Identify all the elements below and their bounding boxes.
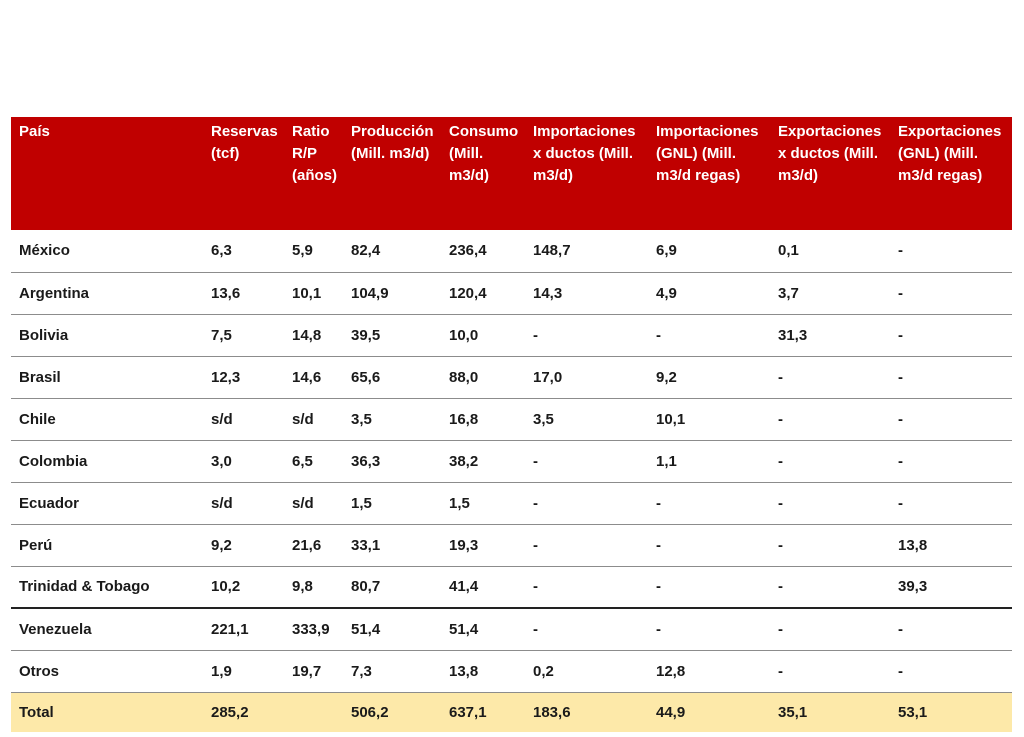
cell-pais: Colombia xyxy=(11,440,203,482)
cell-ratio: 14,6 xyxy=(284,356,343,398)
cell-reservas: 7,5 xyxy=(203,314,284,356)
header-importaciones-ductos xyxy=(525,117,648,230)
cell-produccion: 82,4 xyxy=(343,230,441,272)
cell-reservas: 13,6 xyxy=(203,272,284,314)
cell-importaciones-gnl: - xyxy=(648,314,770,356)
cell-produccion: 104,9 xyxy=(343,272,441,314)
header-exportaciones-ductos xyxy=(770,117,890,230)
cell-produccion: 80,7 xyxy=(343,566,441,608)
cell-importaciones-gnl: 10,1 xyxy=(648,398,770,440)
header-label: Ratio R/P (años) xyxy=(292,123,337,184)
cell-importaciones-gnl: 9,2 xyxy=(648,356,770,398)
cell-importaciones-gnl: 4,9 xyxy=(648,272,770,314)
cell-produccion: 1,5 xyxy=(343,482,441,524)
cell-produccion: 3,5 xyxy=(343,398,441,440)
table-body xyxy=(11,230,1012,732)
cell-exportaciones-gnl: - xyxy=(890,314,1012,356)
cell-exportaciones-gnl: - xyxy=(890,230,1012,272)
header-label: Reservas (tcf) xyxy=(211,123,278,162)
cell-importaciones-ductos: 17,0 xyxy=(525,356,648,398)
cell-importaciones-ductos: 0,2 xyxy=(525,650,648,692)
cell-importaciones-ductos: 148,7 xyxy=(525,230,648,272)
cell-importaciones-gnl: - xyxy=(648,482,770,524)
cell-exportaciones-ductos: - xyxy=(770,482,890,524)
header-label: Importaciones (GNL) (Mill. m3/d regas) xyxy=(656,123,759,184)
cell-consumo: 120,4 xyxy=(441,272,525,314)
table-row xyxy=(11,524,1012,566)
total-ratio xyxy=(284,692,343,732)
cell-exportaciones-gnl: - xyxy=(890,482,1012,524)
header-row xyxy=(11,117,1012,230)
cell-importaciones-ductos: 14,3 xyxy=(525,272,648,314)
cell-importaciones-ductos: - xyxy=(525,314,648,356)
cell-produccion: 36,3 xyxy=(343,440,441,482)
cell-exportaciones-gnl: 39,3 xyxy=(890,566,1012,608)
table-row xyxy=(11,440,1012,482)
total-row xyxy=(11,692,1012,732)
cell-exportaciones-gnl: - xyxy=(890,272,1012,314)
cell-importaciones-ductos: - xyxy=(525,566,648,608)
table-row xyxy=(11,398,1012,440)
cell-produccion: 51,4 xyxy=(343,608,441,650)
cell-exportaciones-ductos: 3,7 xyxy=(770,272,890,314)
cell-exportaciones-ductos: - xyxy=(770,608,890,650)
cell-importaciones-ductos: - xyxy=(525,440,648,482)
cell-exportaciones-gnl: - xyxy=(890,650,1012,692)
cell-consumo: 13,8 xyxy=(441,650,525,692)
cell-pais: Brasil xyxy=(11,356,203,398)
header-ratio xyxy=(284,117,343,230)
gas-statistics-table xyxy=(11,117,1012,732)
cell-ratio: 9,8 xyxy=(284,566,343,608)
cell-pais: Ecuador xyxy=(11,482,203,524)
cell-ratio: 5,9 xyxy=(284,230,343,272)
total-importaciones-ductos: 183,6 xyxy=(525,692,648,732)
total-importaciones-gnl: 44,9 xyxy=(648,692,770,732)
cell-consumo: 88,0 xyxy=(441,356,525,398)
cell-consumo: 38,2 xyxy=(441,440,525,482)
header-label: Consumo (Mill. m3/d) xyxy=(449,123,519,184)
table-row xyxy=(11,230,1012,272)
cell-importaciones-ductos: 3,5 xyxy=(525,398,648,440)
cell-importaciones-gnl: 6,9 xyxy=(648,230,770,272)
cell-pais: Perú xyxy=(11,524,203,566)
header-produccion xyxy=(343,117,441,230)
cell-pais: México xyxy=(11,230,203,272)
cell-importaciones-gnl: - xyxy=(648,524,770,566)
cell-reservas: 3,0 xyxy=(203,440,284,482)
cell-reservas: 1,9 xyxy=(203,650,284,692)
cell-exportaciones-ductos: - xyxy=(770,524,890,566)
header-label: Producción (Mill. m3/d) xyxy=(351,123,434,162)
cell-pais: Trinidad & Tobago xyxy=(11,566,203,608)
table-row xyxy=(11,356,1012,398)
header-importaciones-gnl xyxy=(648,117,770,230)
cell-pais: Otros xyxy=(11,650,203,692)
cell-exportaciones-ductos: - xyxy=(770,650,890,692)
cell-exportaciones-gnl: - xyxy=(890,608,1012,650)
table-row xyxy=(11,650,1012,692)
header-exportaciones-gnl xyxy=(890,117,1012,230)
header-label: País xyxy=(19,123,50,140)
cell-reservas: 9,2 xyxy=(203,524,284,566)
cell-consumo: 19,3 xyxy=(441,524,525,566)
header-consumo xyxy=(441,117,525,230)
cell-reservas: s/d xyxy=(203,398,284,440)
cell-pais: Chile xyxy=(11,398,203,440)
total-exportaciones-gnl: 53,1 xyxy=(890,692,1012,732)
header-reservas xyxy=(203,117,284,230)
cell-importaciones-gnl: 1,1 xyxy=(648,440,770,482)
cell-exportaciones-gnl: - xyxy=(890,356,1012,398)
cell-pais: Bolivia xyxy=(11,314,203,356)
cell-reservas: 6,3 xyxy=(203,230,284,272)
cell-exportaciones-ductos: 0,1 xyxy=(770,230,890,272)
table-row xyxy=(11,482,1012,524)
cell-consumo: 41,4 xyxy=(441,566,525,608)
cell-ratio: 19,7 xyxy=(284,650,343,692)
cell-importaciones-ductos: - xyxy=(525,608,648,650)
header-label: Exportaciones x ductos (Mill. m3/d) xyxy=(778,123,882,184)
cell-reservas: 221,1 xyxy=(203,608,284,650)
header-pais xyxy=(11,117,203,230)
cell-consumo: 1,5 xyxy=(441,482,525,524)
cell-exportaciones-ductos: 31,3 xyxy=(770,314,890,356)
total-label: Total xyxy=(11,692,203,732)
cell-produccion: 39,5 xyxy=(343,314,441,356)
cell-ratio: 21,6 xyxy=(284,524,343,566)
cell-exportaciones-ductos: - xyxy=(770,398,890,440)
table-row xyxy=(11,314,1012,356)
cell-exportaciones-ductos: - xyxy=(770,566,890,608)
cell-consumo: 51,4 xyxy=(441,608,525,650)
cell-ratio: s/d xyxy=(284,398,343,440)
total-exportaciones-ductos: 35,1 xyxy=(770,692,890,732)
cell-importaciones-gnl: - xyxy=(648,566,770,608)
cell-consumo: 10,0 xyxy=(441,314,525,356)
cell-consumo: 16,8 xyxy=(441,398,525,440)
cell-produccion: 7,3 xyxy=(343,650,441,692)
cell-reservas: 10,2 xyxy=(203,566,284,608)
cell-exportaciones-gnl: - xyxy=(890,440,1012,482)
table-row xyxy=(11,272,1012,314)
cell-ratio: s/d xyxy=(284,482,343,524)
cell-produccion: 33,1 xyxy=(343,524,441,566)
table-row xyxy=(11,566,1012,608)
cell-importaciones-gnl: 12,8 xyxy=(648,650,770,692)
cell-importaciones-ductos: - xyxy=(525,482,648,524)
cell-reservas: s/d xyxy=(203,482,284,524)
cell-ratio: 6,5 xyxy=(284,440,343,482)
table-row xyxy=(11,608,1012,650)
cell-produccion: 65,6 xyxy=(343,356,441,398)
cell-reservas: 12,3 xyxy=(203,356,284,398)
cell-ratio: 14,8 xyxy=(284,314,343,356)
total-consumo: 637,1 xyxy=(441,692,525,732)
total-produccion: 506,2 xyxy=(343,692,441,732)
total-reservas: 285,2 xyxy=(203,692,284,732)
cell-exportaciones-gnl: 13,8 xyxy=(890,524,1012,566)
header-label: Exportaciones (GNL) (Mill. m3/d regas) xyxy=(898,123,1002,184)
header-label: Importaciones x ductos (Mill. m3/d) xyxy=(533,123,636,184)
cell-importaciones-gnl: - xyxy=(648,608,770,650)
cell-pais: Argentina xyxy=(11,272,203,314)
cell-importaciones-ductos: - xyxy=(525,524,648,566)
cell-exportaciones-gnl: - xyxy=(890,398,1012,440)
cell-ratio: 10,1 xyxy=(284,272,343,314)
cell-exportaciones-ductos: - xyxy=(770,356,890,398)
cell-ratio: 333,9 xyxy=(284,608,343,650)
cell-exportaciones-ductos: - xyxy=(770,440,890,482)
cell-pais: Venezuela xyxy=(11,608,203,650)
cell-consumo: 236,4 xyxy=(441,230,525,272)
